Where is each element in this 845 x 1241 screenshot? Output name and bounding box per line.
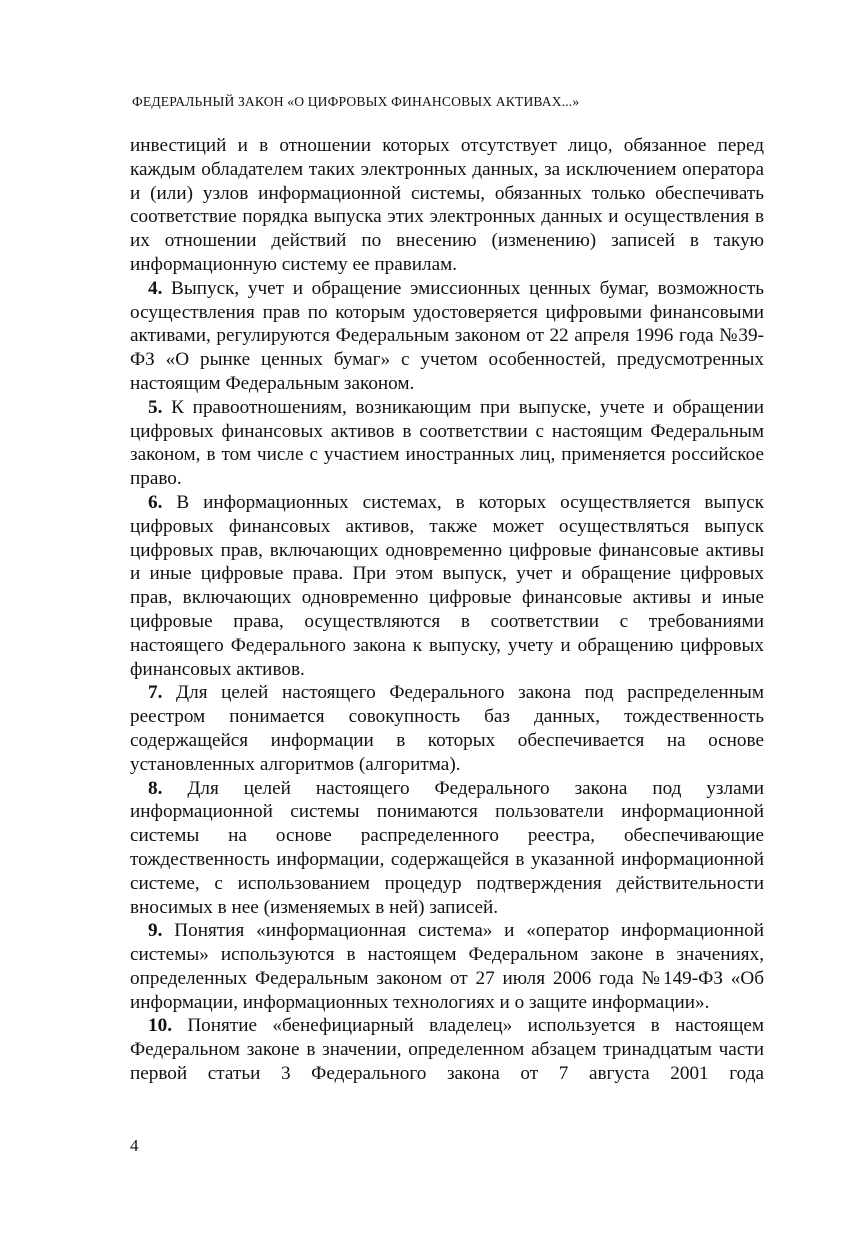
paragraph-7: [130, 681, 764, 776]
paragraph-number: 7.: [148, 682, 163, 704]
paragraph-8: [130, 777, 764, 920]
paragraph-number: 8.: [148, 777, 163, 799]
paragraph-number: 6.: [148, 491, 163, 513]
paragraph-text: инвестиций и в отношении которых отсутствует лицо, обязанное перед каждым обладателем таких электронных данных, за исключением оператора и (или) узлов информационной системы, обязанных только обеспечивать соответствие порядка выпуска этих электронных данных и осуществления в их отношении действий по внесению (изменению) записей в такую информационную систему ее правилам.: [130, 135, 764, 275]
paragraph-text: Для целей настоящего Федерального закона под распределенным реестром понимается совокупность баз данных, тождественность содержащейся информации в которых обеспечивается на основе установленных алгоритмов (алгоритма).: [130, 682, 764, 775]
paragraph-4: [130, 277, 764, 396]
paragraph-text: К правоотношениям, возникающим при выпуске, учете и обращении цифровых финансовых активов в соответствии с настоящим Федеральным законом, в том числе с участием иностранных лиц, применяется российское право.: [130, 396, 765, 490]
paragraph-number: 10.: [148, 1015, 172, 1037]
paragraph-text: Выпуск, учет и обращение эмиссионных ценных бумаг, возможность осуществления прав по которым удостоверяется цифровыми финансовыми активами, регулируются Федеральным законом от 22 апреля 1996 года №39-ФЗ «О рынке ценных бумаг» с учетом особенностей, предусмотренных настоящим Федеральным законом.: [130, 277, 764, 394]
running-header: ФЕДЕРАЛЬНЫЙ ЗАКОН «О ЦИФРОВЫХ ФИНАНСОВЫХ АКТИВАХ...»: [132, 94, 580, 109]
paragraph-6: [130, 491, 764, 681]
page-number: 4: [130, 1136, 139, 1155]
paragraph-5: [130, 396, 764, 491]
paragraph-number: 5.: [148, 396, 163, 418]
paragraph-continued: [130, 134, 764, 277]
body-text: [130, 134, 764, 1086]
paragraph-text: Для целей настоящего Федерального закона под узлами информационной системы понимаются пользователи информационной системы на основе распределенного реестра, обеспечивающие тождественность информации, содержащейся в указанной информационной системе, с использованием процедур подтверждения действительности вносимых в нее (изменяемых в ней) записей.: [130, 777, 765, 918]
paragraph-text: Понятие «бенефициарный владелец» используется в настоящем Федеральном законе в значении, определенном абзацем тринадцатым части первой статьи 3 Федерального закона от 7 августа 2001 года: [130, 1015, 764, 1085]
paragraph-number: 9.: [148, 920, 163, 942]
paragraph-text: В информационных системах, в которых осуществляется выпуск цифровых финансовых активов, также может осуществляться выпуск цифровых прав, включающих одновременно цифровые финансовые активы и иные цифровые права. При этом выпуск, учет и обращение цифровых прав, включающих одновременно цифровые финансовые активы и иные цифровые права, осуществляются в соответствии с требованиями настоящего Федерального закона к выпуску, учету и обращению цифровых финансовых активов.: [130, 491, 765, 680]
paragraph-10: [130, 1014, 764, 1085]
paragraph-9: [130, 919, 764, 1014]
paragraph-number: 4.: [148, 277, 163, 299]
paragraph-text: Понятия «информационная система» и «оператор информационной системы» используются в настоящем Федеральном законе в значениях, определенных Федеральным законом от 27 июля 2006 года №149-ФЗ «Об информации, информационных технологиях и о защите информации».: [130, 920, 764, 1013]
